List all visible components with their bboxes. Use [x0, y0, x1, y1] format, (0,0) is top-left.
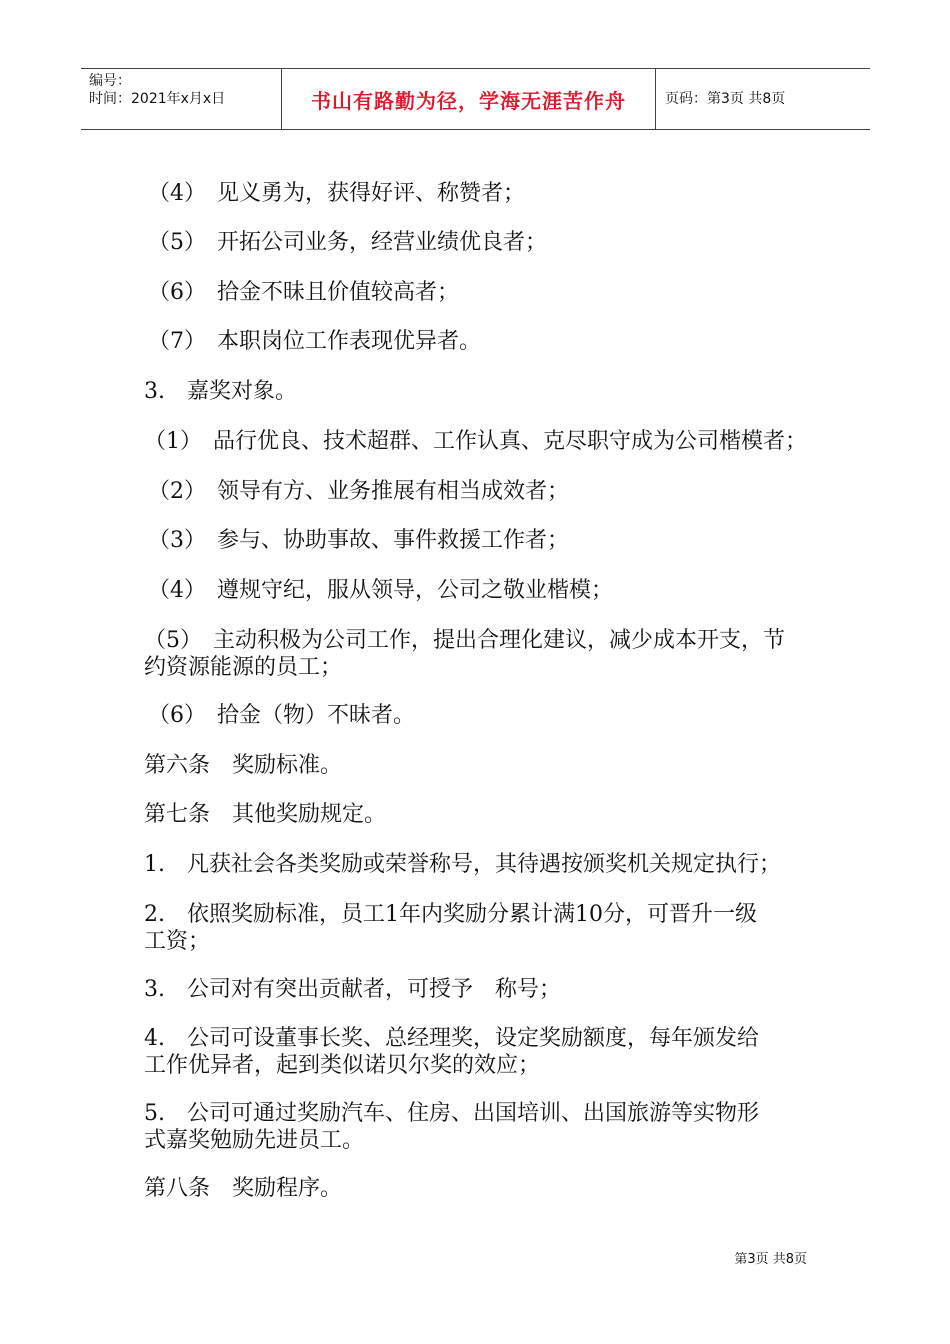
- paragraph: 5. 公司可通过奖励汽车、住房、出国培训、出国旅游等实物形: [144, 1101, 759, 1126]
- article-heading: 第六条 奖励标准。: [144, 753, 343, 778]
- paragraph: （6） 拾金（物）不昧者。: [148, 703, 415, 728]
- paragraph: （7） 本职岗位工作表现优异者。: [148, 329, 481, 354]
- paragraph: （3） 参与、协助事故、事件救援工作者；: [148, 528, 569, 553]
- footer-page-number: 第3页 共8页: [734, 1252, 807, 1267]
- paragraph: （2） 领导有方、业务推展有相当成效者；: [148, 479, 569, 504]
- paragraph-continuation: 约资源能源的员工；: [144, 655, 343, 680]
- paragraph: 3. 嘉奖对象。: [144, 379, 297, 404]
- paragraph-continuation: 工资；: [144, 929, 211, 954]
- paragraph-continuation: 工作优异者，起到类似诺贝尔奖的效应；: [144, 1053, 541, 1078]
- article-heading: 第七条 其他奖励规定。: [144, 802, 387, 827]
- document-number-label: 编号：: [89, 73, 131, 89]
- paragraph: （4） 遵规守纪，服从领导，公司之敬业楷模；: [148, 578, 613, 603]
- document-date-label: 时间：2021年x月x日: [89, 91, 226, 107]
- paragraph-continuation: 式嘉奖勉励先进员工。: [144, 1128, 365, 1153]
- paragraph: 3. 公司对有突出贡献者，可授予 称号；: [144, 977, 561, 1002]
- header-meta: [81, 69, 281, 129]
- paragraph: 1. 凡获社会各类奖励或荣誉称号，其待遇按颁奖机关规定执行；: [144, 852, 781, 877]
- header-page-number: 页码：第3页 共8页: [665, 91, 786, 107]
- paragraph: 4. 公司可设董事长奖、总经理奖，设定奖励额度，每年颁发给: [144, 1026, 759, 1051]
- page-header: [81, 68, 870, 130]
- paragraph: （6） 拾金不昧且价值较高者；: [148, 280, 459, 305]
- header-page-cell: [655, 69, 870, 129]
- paragraph: （1） 品行优良、技术超群、工作认真、克尽职守成为公司楷模者；: [144, 429, 807, 454]
- paragraph: （5） 主动积极为公司工作，提出合理化建议，减少成本开支，节: [144, 628, 785, 653]
- paragraph: 2. 依照奖励标准，员工1年内奖励分累计满10分，可晋升一级: [144, 902, 757, 927]
- header-motto-cell: [281, 69, 656, 129]
- paragraph: （4） 见义勇为，获得好评、称赞者；: [148, 181, 525, 206]
- header-motto: 书山有路勤为径，学海无涯苦作舟: [311, 88, 626, 113]
- article-heading: 第八条 奖励程序。: [144, 1176, 343, 1201]
- paragraph: （5） 开拓公司业务，经营业绩优良者；: [148, 230, 547, 255]
